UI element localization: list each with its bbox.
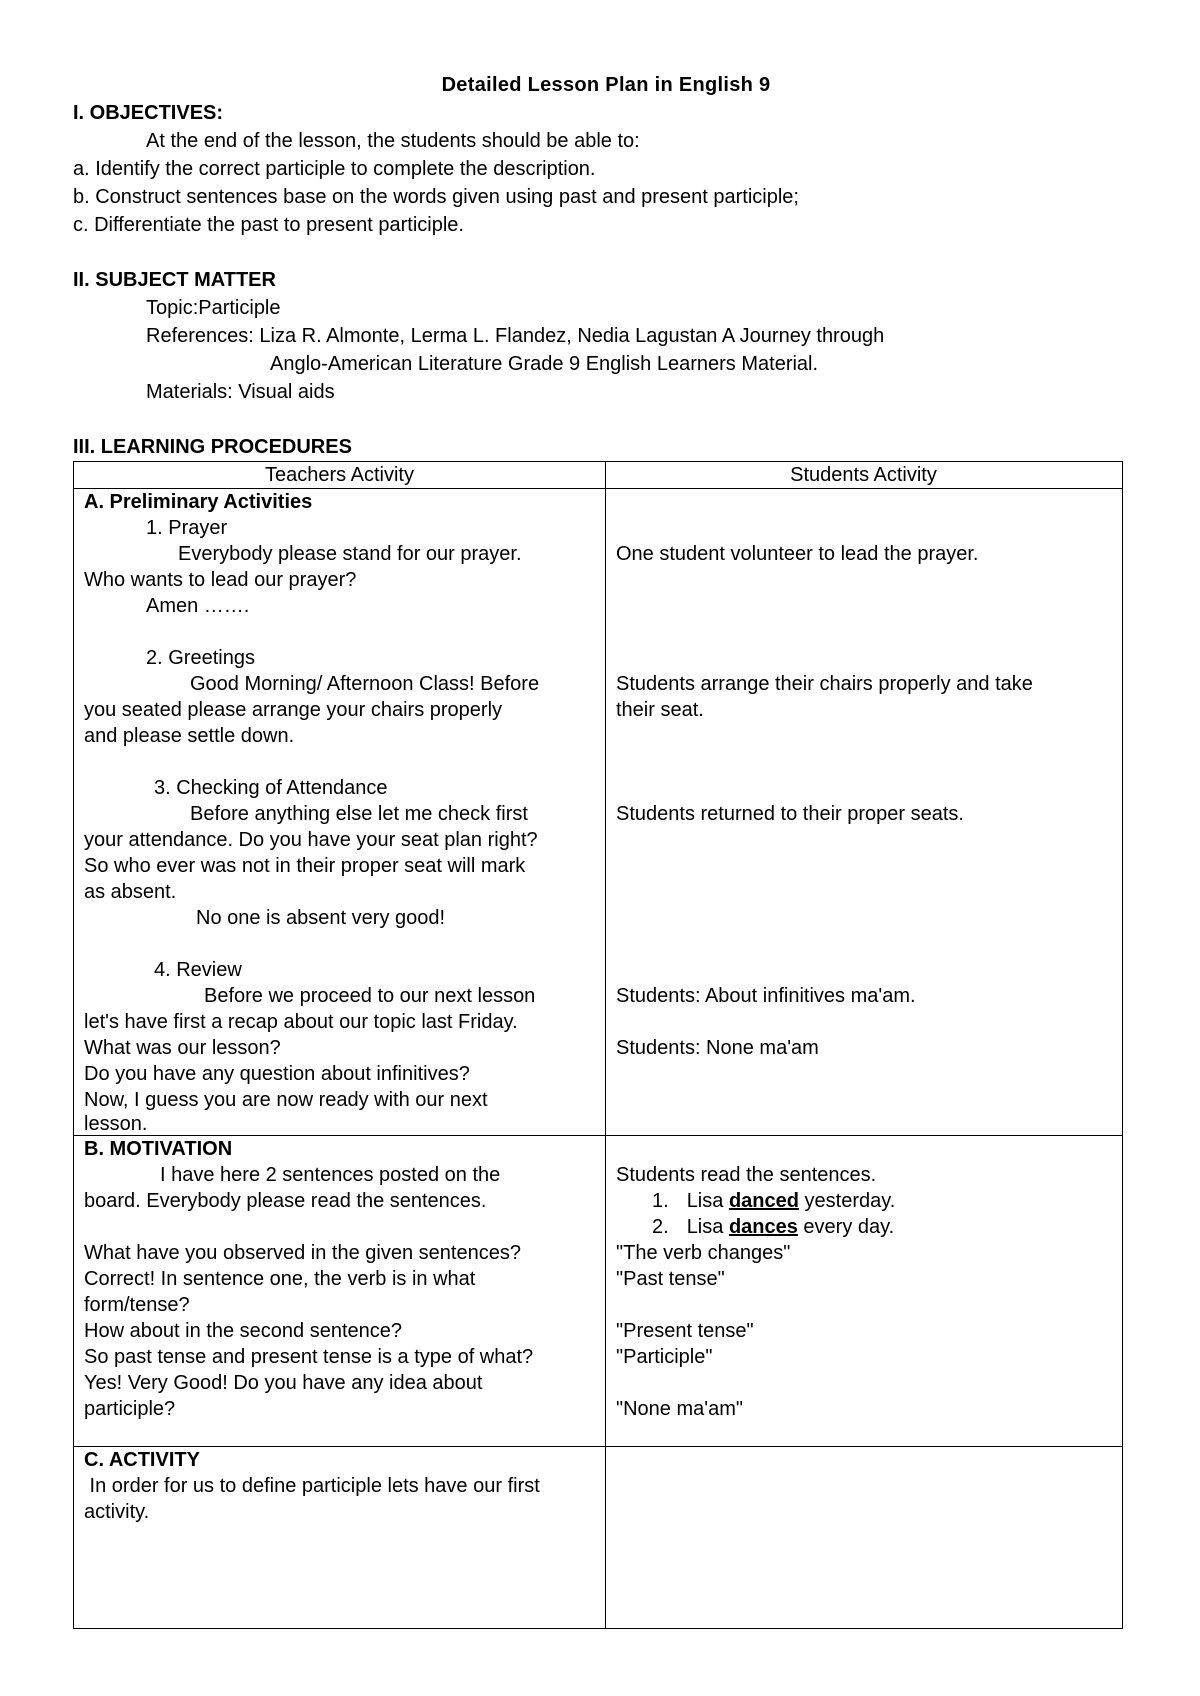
objectives-heading: I. OBJECTIVES: [73, 102, 224, 124]
example-sentence-1 [652, 1188, 895, 1214]
teacher-text: let's have first a recap about our topic last Friday. [84, 1011, 518, 1033]
student-text: "Participle" [616, 1346, 713, 1368]
student-text: Students arrange their chairs properly and take [616, 673, 1033, 695]
sentence-text: Lisa [686, 1190, 729, 1212]
procedures-heading: III. LEARNING PROCEDURES [73, 436, 352, 458]
teacher-text: form/tense? [84, 1294, 190, 1316]
subject-topic: Topic:Participle [146, 297, 281, 319]
sentence-text: Lisa [686, 1216, 729, 1238]
teacher-text: Before we proceed to our next lesson [204, 985, 536, 1007]
teacher-text: Yes! Very Good! Do you have any idea about [84, 1372, 483, 1394]
teacher-text: Correct! In sentence one, the verb is in what [84, 1268, 476, 1290]
prayer-label: 1. Prayer [146, 517, 228, 539]
student-text: One student volunteer to lead the prayer. [616, 543, 979, 565]
underlined-verb: dances [728, 1216, 798, 1238]
sentence-text: yesterday. [798, 1190, 896, 1212]
teacher-text: your attendance. Do you have your seat plan right? [84, 829, 538, 851]
objective-item: b. Construct sentences base on the words given using past and present participle; [73, 186, 799, 208]
document-title: Detailed Lesson Plan in English 9 [441, 74, 771, 96]
teacher-text: What have you observed in the given sentences? [84, 1242, 521, 1264]
subject-materials: Materials: Visual aids [146, 381, 335, 403]
teacher-text: How about in the second sentence? [84, 1320, 402, 1342]
objective-item: a. Identify the correct participle to complete the description. [73, 158, 596, 180]
student-text: "The verb changes" [616, 1242, 791, 1264]
subject-references-cont: Anglo-American Literature Grade 9 English Learners Material. [270, 353, 819, 375]
teacher-text: Before anything else let me check first [190, 803, 528, 825]
teacher-text: I have here 2 sentences posted on the [160, 1164, 501, 1186]
teacher-text: Who wants to lead our prayer? [84, 569, 357, 591]
attendance-label: 3. Checking of Attendance [154, 777, 388, 799]
list-number: 1. [652, 1190, 669, 1212]
subject-references: References: Liza R. Almonte, Lerma L. Flandez, Nedia Lagustan A Journey through [146, 325, 885, 347]
teacher-text: Now, I guess you are now ready with our next [84, 1089, 488, 1111]
teacher-text: you seated please arrange your chairs properly [84, 699, 503, 721]
teacher-text: So who ever was not in their proper seat will mark [84, 855, 526, 877]
objectives-intro: At the end of the lesson, the students should be able to: [146, 130, 640, 152]
col-header-teacher: Teachers Activity [265, 464, 414, 486]
col-header-students: Students Activity [790, 464, 937, 486]
teacher-text: and please settle down. [84, 725, 295, 747]
teacher-text: as absent. [84, 881, 177, 903]
activity-heading: C. ACTIVITY [84, 1449, 200, 1471]
list-number: 2. [652, 1216, 669, 1238]
example-sentence-2 [652, 1214, 894, 1240]
column-divider [605, 462, 606, 1628]
student-text: "None ma'am" [616, 1398, 743, 1420]
teacher-text: lesson. [84, 1113, 148, 1135]
procedures-table [73, 461, 1123, 1629]
teacher-text: activity. [84, 1501, 150, 1523]
student-text: Students: About infinitives ma'am. [616, 985, 916, 1007]
student-text: their seat. [616, 699, 704, 721]
greetings-label: 2. Greetings [146, 647, 255, 669]
teacher-text: In order for us to define participle lets have our first [84, 1475, 540, 1497]
teacher-text: Good Morning/ Afternoon Class! Before [190, 673, 540, 695]
student-text: "Present tense" [616, 1320, 754, 1342]
review-label: 4. Review [154, 959, 242, 981]
preliminary-heading: A. Preliminary Activities [84, 491, 313, 513]
teacher-text: Amen ……. [146, 595, 250, 617]
teacher-text: Everybody please stand for our prayer. [178, 543, 522, 565]
student-text: "Past tense" [616, 1268, 725, 1290]
teacher-text: No one is absent very good! [196, 907, 446, 929]
teacher-text: participle? [84, 1398, 176, 1420]
row-divider [74, 1446, 1122, 1447]
objective-item: c. Differentiate the past to present participle. [73, 214, 464, 236]
teacher-text: Do you have any question about infinitives? [84, 1063, 470, 1085]
teacher-text: So past tense and present tense is a type of what? [84, 1346, 534, 1368]
student-text: Students returned to their proper seats. [616, 803, 964, 825]
underlined-verb: danced [728, 1190, 799, 1212]
teacher-text: What was our lesson? [84, 1037, 281, 1059]
student-text: Students: None ma'am [616, 1037, 819, 1059]
motivation-heading: B. MOTIVATION [84, 1138, 233, 1160]
student-text: Students read the sentences. [616, 1164, 877, 1186]
teacher-text: board. Everybody please read the sentences. [84, 1190, 487, 1212]
subject-matter-heading: II. SUBJECT MATTER [73, 269, 276, 291]
sentence-text: every day. [797, 1216, 895, 1238]
